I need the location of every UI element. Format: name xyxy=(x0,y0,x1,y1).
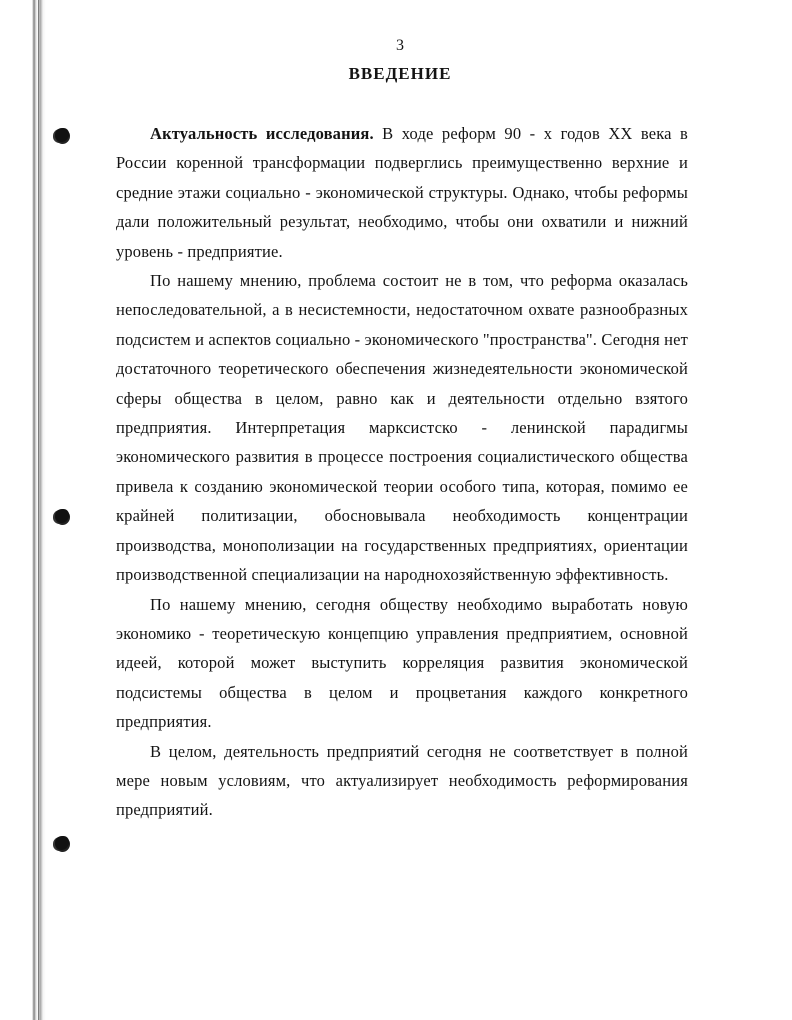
scan-binding-edge xyxy=(32,0,46,1020)
page-number: 3 xyxy=(396,37,404,54)
paragraph-problem: По нашему мнению, проблема состоит не в том, что реформа оказалась непоследовательной, а в несистемности, недостаточном охвате разнообразных подсистем и аспектов социально - экономического "пространства". Сегодня нет достаточного теоретического обеспечения жизнедеятельности экономической сферы общества в целом, равно как и деятельности отдельно взятого предприятия. Интерпретация марксистско - ленинской парадигмы экономического развития в процессе построения социалистического общества привела к созданию экономической теории особого типа, которая, помимо ее крайней политизации, обосновывала необходимость концентрации производства, монополизации на государственных предприятиях, ориентации производственной специализации на народнохозяйственную эффективность. xyxy=(116,271,688,585)
paragraph-text: В ходе реформ 90 - х годов XX века в России коренной трансформации подверглись преимущественно верхние и средние этажи социально - экономической структуры. Однако, чтобы реформы дали положительный результат, необходимо, чтобы они охватили и нижний уровень - предприятие. xyxy=(116,124,688,261)
paragraph-relevance xyxy=(116,119,688,266)
page-title: ВВЕДЕНИЕ xyxy=(348,64,452,83)
binding-hole-mark xyxy=(55,836,69,850)
paragraph-concept: По нашему мнению, сегодня обществу необходимо выработать новую экономико - теоретическую концепцию управления предприятием, основной идеей, которой может выступить корреляция развития экономической подсистемы общества в целом и процветания каждого конкретного предприятия. xyxy=(116,594,688,732)
binding-hole-mark xyxy=(55,128,69,142)
paragraph-lead: Актуальность исследования. xyxy=(150,124,374,143)
paragraph-conclusion: В целом, деятельность предприятий сегодня не соответствует в полной мере новым условиям, что актуализирует необходимость реформирования предприятий. xyxy=(116,741,688,820)
document-body xyxy=(116,119,688,825)
binding-hole-mark xyxy=(55,509,69,523)
scan-binding-line xyxy=(38,0,39,1020)
